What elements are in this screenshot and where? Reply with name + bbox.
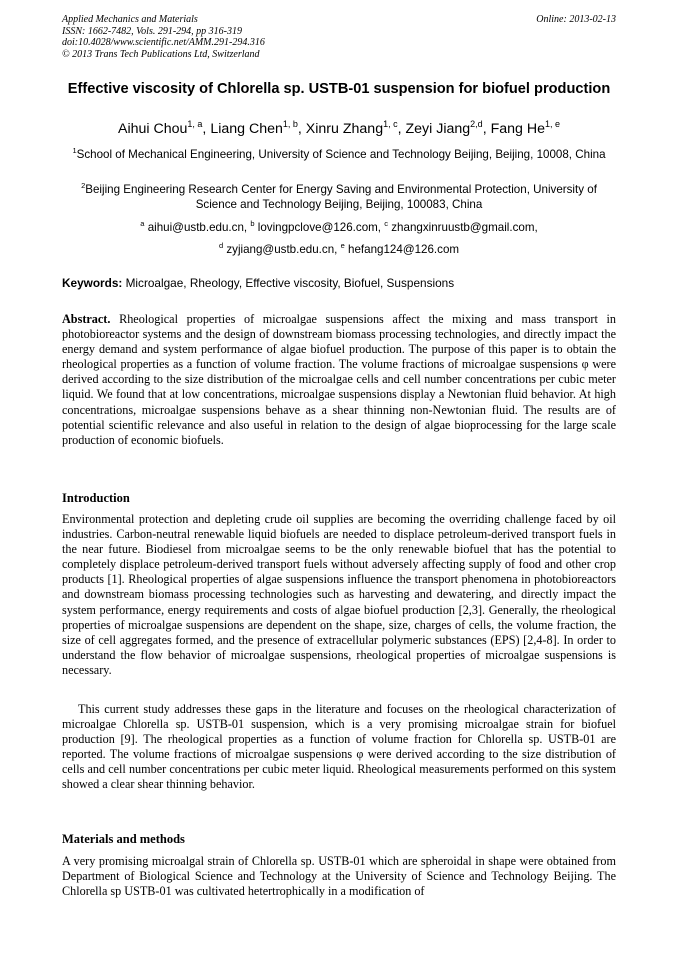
author-name: Fang He: [490, 121, 545, 137]
introduction-paragraph-2: This current study addresses these gaps in the literature and focuses on the rheological characterization of microalgae Chlorella sp. USTB-01 suspension, which is a very promising microalgae strain for biofuel production [9]. The rheological properties as a function of volume fraction for Chlorella sp. USTB-01 are reported. The volume fractions of microalgae suspensions φ were derived according to the size distribution of cells and cell number concentrations per cubic meter liquid. Rheological measurements performed on this system showed a clear shear thinning behavior.: [62, 702, 616, 792]
materials-methods-paragraph-1: A very promising microalgal strain of Chlorella sp. USTB-01 which are spheroidal in shape were obtained from Department of Biological Science and Technology at the University of Science and Technology Beijing. The Chlorella sp USTB-01 was cultivated hetertrophically in a modification of: [62, 854, 616, 899]
introduction-heading: Introduction: [62, 491, 130, 505]
journal-name: Applied Mechanics and Materials: [62, 14, 198, 25]
email-sup: a: [140, 219, 145, 228]
abstract: [62, 312, 616, 448]
keywords-label: Keywords:: [62, 276, 123, 290]
copyright-line: © 2013 Trans Tech Publications Ltd, Switzerland: [62, 48, 260, 60]
author-sep: ,: [482, 121, 491, 137]
email-line-2: [62, 243, 616, 258]
email-sup: b: [250, 219, 255, 228]
abstract-label: Abstract.: [62, 312, 111, 326]
affiliation-text: School of Mechanical Engineering, University of Science and Technology Beijing, Beijing, 10008, China: [76, 148, 606, 161]
affiliation-sup: 2: [81, 181, 86, 190]
author-name: Aihui Chou: [117, 121, 188, 137]
author-sup: 1, a: [187, 119, 203, 129]
author-sep: ,: [297, 121, 306, 137]
affiliation-sup: 1: [72, 146, 77, 155]
affiliation-1: [62, 148, 616, 163]
paper-title: Effective viscosity of Chlorella sp. USTB-01 suspension for biofuel production: [67, 81, 611, 97]
online-date: Online: 2013-02-13: [536, 14, 616, 25]
author-name: Zeyi Jiang: [405, 121, 471, 137]
email-sup: d: [218, 241, 224, 250]
author-list: [62, 120, 616, 139]
author-sep: ,: [202, 121, 211, 137]
doi-line: doi:10.4028/www.scientific.net/AMM.291-294.316: [62, 37, 265, 48]
email-address: zyjiang@ustb.edu.cn,: [226, 243, 338, 256]
author-sup: 1, c: [383, 119, 398, 129]
affiliation-2: [62, 183, 616, 212]
email-sup: e: [340, 241, 345, 250]
materials-methods-heading: Materials and methods: [62, 832, 185, 846]
author-sup: 2,d: [470, 119, 483, 129]
email-address: zhangxinruustb@gmail.com,: [391, 221, 538, 234]
introduction-paragraph-1: Environmental protection and depleting crude oil supplies are becoming the overriding challenge faced by oil industries. Carbon-neutral renewable liquid biofuels are needed to displace petroleum-derived transport fuels in the near future. Biodiesel from microalgae seems to be the only renewable biofuel that has the potential to completely displace petroleum-derived transport fuels without adversely affecting supply of food and other crop products [1]. Rheological properties of algae suspensions influence the transport phenomena in photobioreactors and downstream biomass processing technologies such as harvesting and dewatering, and directly impact the system performance, energy requirements and costs of algae biofuel production [2,3]. Generally, the rheological properties of microalgae suspensions are dependent on the shape, size, charges of cells, the volume fraction, the size of cell aggregates formed, and the presence of extracellular polymeric substances (EPS) [2,4-8]. In order to understand the flow behavior of microalgae suspensions, rheological properties of microalgae suspensions is necessary.: [62, 512, 616, 677]
email-sup: c: [384, 219, 389, 228]
author-sup: 1, b: [282, 119, 298, 129]
affiliation-text: Beijing Engineering Research Center for Energy Saving and Environmental Protection, University of Science and Technology Beijing, Beijing, 100083, China: [85, 183, 597, 211]
email-address: aihui@ustb.edu.cn,: [147, 221, 248, 234]
author-name: Xinru Zhang: [305, 121, 384, 137]
keywords-text: Microalgae, Rheology, Effective viscosity, Biofuel, Suspensions: [125, 276, 455, 290]
author-name: Liang Chen: [210, 121, 283, 137]
journal-header: [62, 14, 265, 60]
email-address: hefang124@126.com: [348, 243, 460, 256]
keywords: [62, 276, 616, 291]
abstract-text: Rheological properties of microalgae suspensions affect the mixing and mass transport in photobioreactor systems and the design of downstream biomass processing technologies, and directly impact the energy demand and system performance of algae biofuel production. The purpose of this paper is to obtain the rheological properties as a function of volume fraction. The volume fractions of microalgae suspensions φ were derived according to the size distribution of the microalgae cells and cell number concentrations per cubic meter liquid. We found that at low concentrations, microalgae suspensions display a Newtonian fluid behavior. At high concentrations, microalgae suspensions behave as a shear thinning non-Newtonian fluid. The results are of potential scientific relevance and also useful in relation to the design of algae bioprocessing for the large scale production of economic biofuels.: [62, 312, 617, 447]
email-address: lovingpclove@126.com,: [257, 221, 382, 234]
email-line-1: [62, 221, 616, 236]
author-sup: 1, e: [545, 119, 561, 129]
issn-line: ISSN: 1662-7482, Vols. 291-294, pp 316-319: [62, 25, 242, 37]
author-sep: ,: [397, 121, 406, 137]
